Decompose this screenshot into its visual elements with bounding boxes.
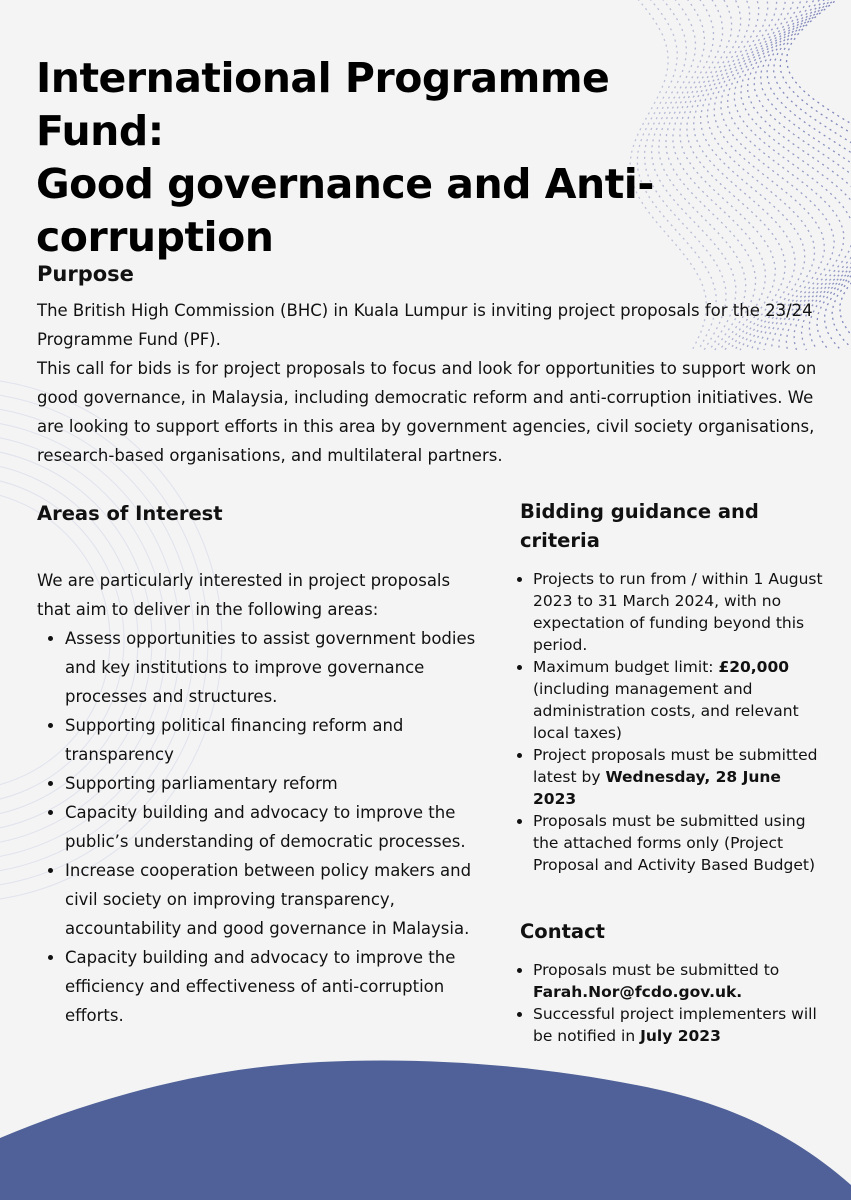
notification-date: July 2023 (640, 1027, 721, 1045)
list-item: • Capacity building and advocacy to improve the public’s understanding of democratic processes. (65, 798, 485, 856)
list-item (533, 744, 823, 810)
areas-of-interest-heading: Areas of Interest (37, 502, 223, 525)
purpose-paragraph-1: The British High Commission (BHC) in Kuala Lumpur is inviting project proposals for the 23/24 Programme Fund (PF). (37, 301, 813, 349)
contact-list (506, 959, 823, 1047)
budget-label: Maximum budget limit: (533, 658, 719, 676)
title-line-3: corruption (36, 213, 274, 261)
budget-amount: £20,000 (718, 658, 790, 676)
deadline-label: Project proposals must be submitted latest by (533, 746, 818, 786)
bidding-guidance-heading: Bidding guidance and criteria (520, 500, 759, 552)
list-item: • Supporting political financing reform and transparency (65, 711, 485, 769)
title-line-2: Good governance and Anti- (36, 160, 654, 208)
list-item: • Projects to run from / within 1 August 2023 to 31 March 2024, with no expectation of funding beyond this period. (533, 568, 823, 656)
page-title (36, 52, 736, 264)
purpose-heading: Purpose (37, 262, 134, 286)
list-item: • Assess opportunities to assist government bodies and key institutions to improve governance processes and structures. (65, 624, 485, 711)
contact-email: Farah.Nor@fcdo.gov.uk. (533, 983, 743, 1001)
list-item: • Capacity building and advocacy to improve the efficiency and effectiveness of anti-corruption efforts. (65, 943, 485, 1030)
list-item (533, 959, 823, 1003)
areas-of-interest-intro: We are particularly interested in project proposals that aim to deliver in the following areas: (37, 571, 451, 619)
contact-heading: Contact (520, 920, 605, 943)
bottom-wave-decoration (0, 1060, 851, 1200)
title-line-1: International Programme Fund: (36, 54, 610, 155)
bidding-guidance-list (506, 568, 823, 876)
list-item (533, 1003, 823, 1047)
list-item: • Supporting parliamentary reform (65, 769, 485, 798)
purpose-body (37, 296, 827, 470)
contact-label: Proposals must be submitted to (533, 961, 780, 979)
notification-label: Successful project implementers will be notified in (533, 1005, 817, 1045)
deadline-date: Wednesday, 28 June 2023 (533, 768, 781, 808)
budget-note: (including management and administration costs, and relevant local taxes) (533, 680, 799, 742)
list-item: • Proposals must be submitted using the attached forms only (Project Proposal and Activity Based Budget) (533, 810, 823, 876)
list-item: • Increase cooperation between policy makers and civil society on improving transparency, accountability and good governance in Malaysia. (65, 856, 485, 943)
list-item (533, 656, 823, 744)
purpose-paragraph-2: This call for bids is for project proposals to focus and look for opportunities to support work on good governance, in Malaysia, including democratic reform and anti-corruption initiatives. We are looking to support efforts in this area by government agencies, civil society organisations, research-based organisations, and multilateral partners. (37, 359, 817, 465)
areas-of-interest-list (37, 624, 485, 1030)
wave-shape (0, 1060, 851, 1200)
